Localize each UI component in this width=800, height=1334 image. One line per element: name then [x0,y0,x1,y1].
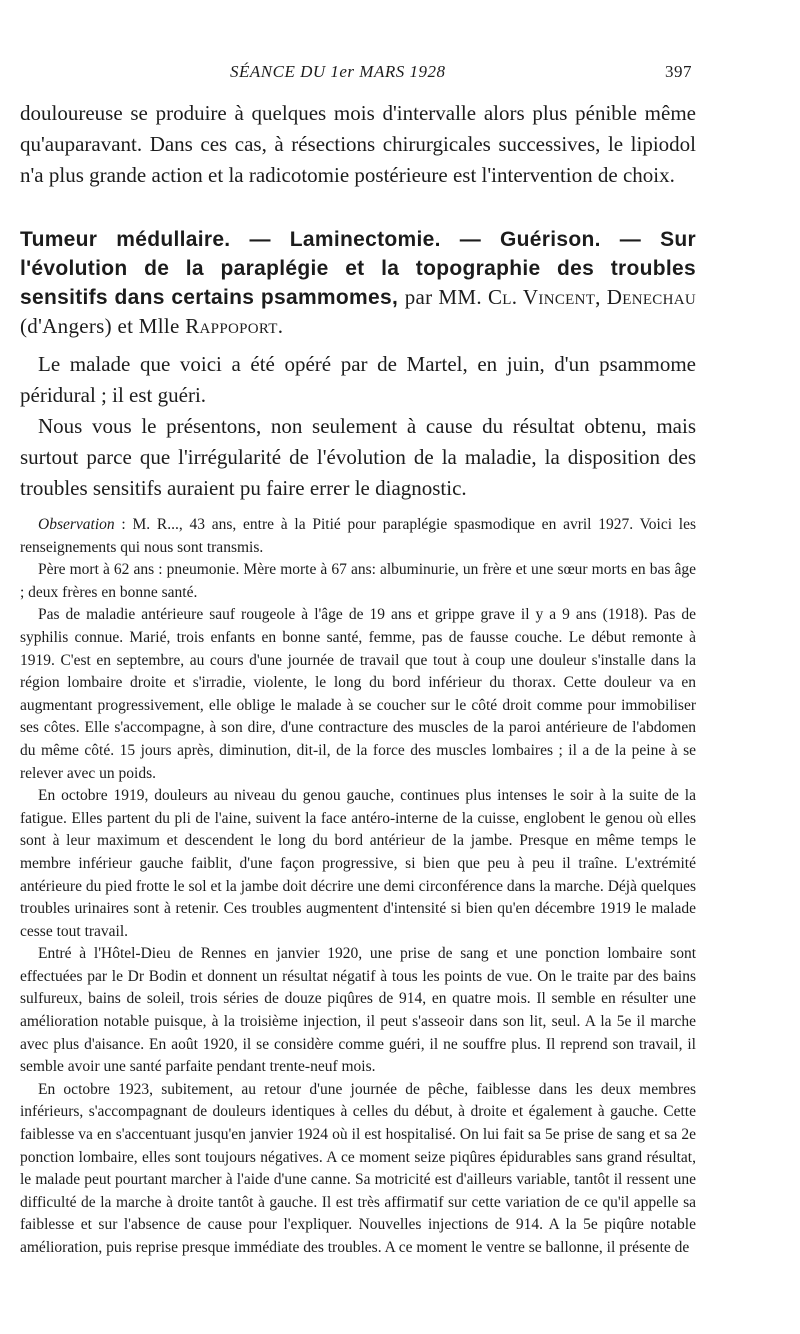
author-vincent: Cl. Vincent, [487,285,601,309]
observation-paragraph-1: Père mort à 62 ans : pneumonie. Mère morte à 67 ans: albuminurie, un frère et une sœur morts en bas âge ; deux frères en bonne santé. [20,561,696,601]
observation-paragraph-2: Pas de maladie antérieure sauf rougeole à l'âge de 19 ans et grippe grave il y a 9 ans (1918). Pas de syphilis connue. Marié, trois enfants en bonne santé, femme, pas de fausse couche. Le début remonte à 1919. C'est en septembre, au cours d'une journée de travail que tout à coup une douleur s'installe dans la région lombaire droite et s'irradie, violente, le long du bord inférieur du thorax. Cette douleur va en augmentant progressivement, elle oblige le malade à se coucher sur le côté droit comme pour immobiliser ses côtes. Elle s'accompagne, à son dire, d'une contracture des muscles de la paroi antérieure de l'abdomen du même côté. 15 jours après, diminution, dit-il, de la force des muscles lombaires ; il a de la peine à se relever avec un poids. [20,606,696,782]
observation-lead-text: : M. R..., 43 ans, entre à la Pitié pour paraplégie spasmodique en avril 1927. Voici les renseignements qui nous sont transmis. [20,516,696,556]
body-paragraph-1: Le malade que voici a été opéré par de Martel, en juin, d'un psammome péridural ; il est guéri. [20,352,696,407]
running-title: SÉANCE DU 1er MARS 1928 [230,62,446,81]
author-rappoport-title: Mlle [138,314,180,338]
observation-paragraph-4: Entré à l'Hôtel-Dieu de Rennes en janvier 1920, une prise de sang et une ponction lombaire sont effectuées par le Dr Bodin et donnent un résultat négatif à tous les points de vue. On le traite par des bains sulfureux, bains de soleil, trois séries de douze piqûres de 914, en quatre mois. Il semble en résulter une amélioration notable puisque, à la troisième injection, il peut s'asseoir dans son lit, seul. A la 5e il marche avec plus d'aisance. En août 1920, il se considère comme guéri, il ne souffre plus. Il reprend son travail, il semble avoir une santé parfaite pendant trente-neuf mois. [20,945,696,1076]
article-heading [20,225,696,341]
page-body [20,98,696,1260]
body-paragraph-2: Nous vous le présentons, non seulement à cause du résultat obtenu, mais surtout parce que l'irrégularité de l'évolution de la maladie, la disposition des troubles sensitifs auraient pu faire errer le diagnostic. [20,414,696,500]
running-header [0,62,800,90]
observation-paragraph-5: En octobre 1923, subitement, au retour d'une journée de pêche, faiblesse dans les deux membres inférieurs, s'accompagnant de douleurs identiques à celles du début, à droite et également à gauche. Cette faiblesse va en s'accentuant jusqu'en janvier 1924 où il est hospitalisé. On lui fait sa 5e prise de sang et sa 2e ponction lombaire, elles sont toujours négatives. A ce moment seize piqûres épidurables sans grand résultat, le malade peut pourtant marcher à l'aide d'une canne. Sa motricité est d'ailleurs variable, tantôt il ressent une difficulté de la marche à droite tantôt à gauche. Il est très affirmatif sur cette variation de ce qu'il appelle sa faiblesse et sur l'absence de cause pour l'expliquer. Nouvelles injections de 914. A la 5e piqûre notable amélioration, puis reprise presque immédiate des troubles. A ce moment le ventre se ballonne, il présente de [20,1080,696,1256]
author-denechau-place: (d'Angers) et [20,314,134,338]
article-title: Tumeur médullaire. — Laminectomie. — Guérison. — Sur l'évolution de la paraplégie et la topographie des troubles sensitifs dans certains psammomes, [20,228,696,309]
authors-prefix: par MM. [404,285,482,309]
observation-paragraph-3: En octobre 1919, douleurs au niveau du genou gauche, continues plus intenses le soir à la suite de la fatigue. Elles partent du pli de l'aine, suivent la face antéro-interne de la cuisse, englobent le genou où elles sont à leur maximum et descendent le long du bord antérieur de la jambe. Presque en même temps le membre inférieur gauche faiblit, d'une façon progressive, si bien que peu à peu il traîne. L'extrémité antérieure du pied frotte le sol et la jambe doit décrire une demi circonférence dans la marche. Déjà quelques troubles urinaires sont à retenir. Ces troubles augmentent d'intensité si bien qu'en décembre 1919 le malade cesse tout travail. [20,787,696,940]
page-number: 397 [665,62,692,81]
intro-paragraph: douloureuse se produire à quelques mois d'intervalle alors plus pénible même qu'auparavant. Dans ces cas, à résections chirurgicales successives, le lipiodol n'a plus grande action et la radicotomie postérieure est l'intervention de choix. [20,101,696,187]
author-denechau: Denechau [606,285,696,309]
author-rappoport: Rappoport. [185,314,284,338]
observation-lead [20,514,696,559]
observation-label: Observation [38,516,115,533]
